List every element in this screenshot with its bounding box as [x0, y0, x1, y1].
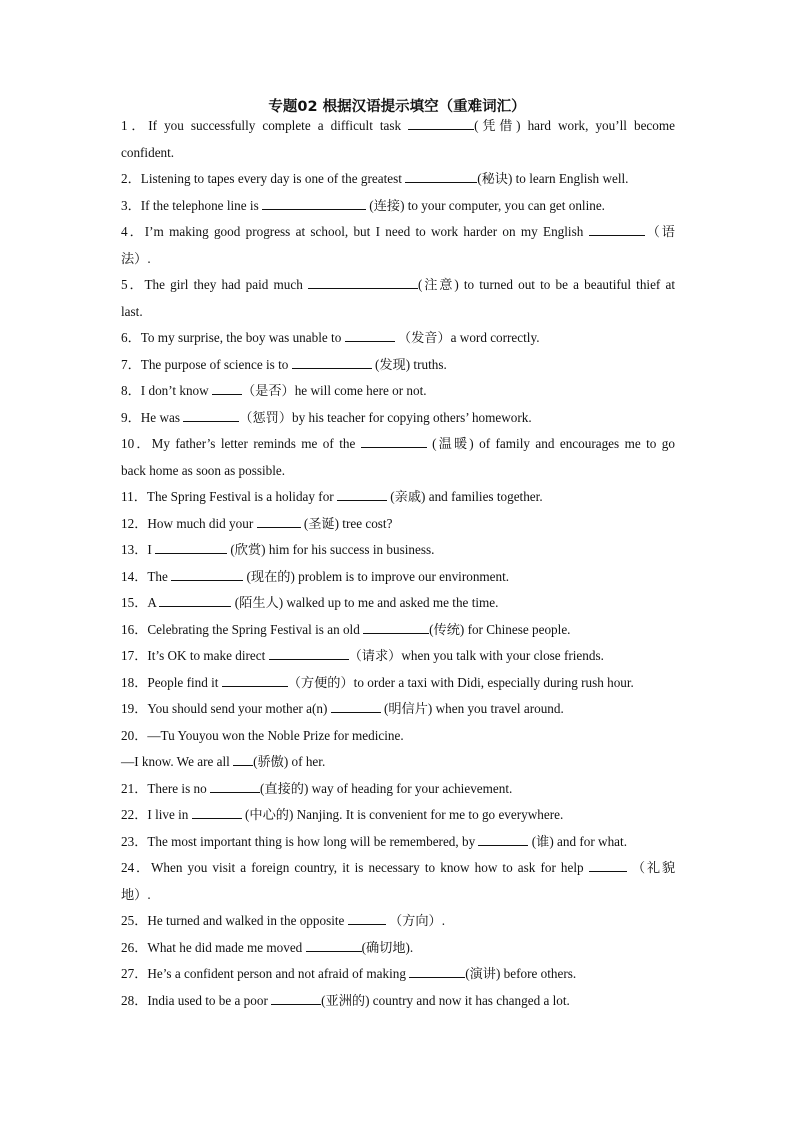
answer-blank[interactable] — [308, 274, 418, 289]
question-text: 4．I’m making good progress at school, but I need to work harder on my English — [121, 224, 589, 239]
question-1 — [121, 113, 675, 166]
question-text: 5．The girl they had paid much — [121, 277, 308, 292]
question-17 — [121, 643, 675, 670]
question-text: 2．Listening to tapes every day is one of the greatest — [121, 171, 406, 186]
question-13 — [121, 537, 675, 564]
answer-blank[interactable] — [331, 698, 381, 713]
question-text: （方便的）to order a taxi with Didi, especially during rush hour. — [287, 674, 634, 690]
question-text: （惩罚）by his teacher for copying others’ homework. — [239, 409, 532, 425]
question-text: 13．I — [121, 542, 156, 557]
question-text: 9．He was — [121, 409, 184, 425]
question-text: 25．He turned and walked in the opposite — [121, 913, 348, 928]
question-text: 7．The purpose of science is to — [121, 356, 292, 372]
question-24 — [121, 855, 675, 908]
answer-blank[interactable] — [257, 513, 301, 528]
question-text: (发现) truths. — [371, 356, 447, 372]
question-10 — [121, 431, 675, 484]
question-text: 26．What he did made me moved — [121, 939, 306, 955]
question-text: 17．It’s OK to make direct — [121, 648, 269, 663]
question-text: (亲戚) and families together. — [386, 489, 543, 504]
answer-blank[interactable] — [345, 327, 395, 342]
question-text: 23．The most important thing is how long will be remembered, by — [121, 833, 479, 849]
question-list — [121, 113, 675, 1014]
answer-blank[interactable] — [405, 168, 477, 183]
question-text: 11．The Spring Festival is a holiday for — [121, 489, 337, 504]
question-text: (演讲) before others. — [465, 966, 577, 981]
question-text: 21．There is no — [121, 780, 210, 796]
question-12 — [121, 511, 675, 538]
question-text: 3．If the telephone line is — [121, 197, 262, 213]
question-25 — [121, 908, 675, 935]
question-21 — [121, 776, 675, 803]
question-text: (欣赏) him for his success in business. — [227, 542, 435, 557]
question-text: 14．The — [121, 568, 172, 584]
question-16 — [121, 617, 675, 644]
answer-blank[interactable] — [233, 751, 253, 766]
question-text: (圣诞) tree cost? — [300, 515, 393, 531]
answer-blank[interactable] — [222, 672, 288, 687]
answer-blank[interactable] — [262, 195, 366, 210]
question-text: (陌生人) walked up to me and asked me the time. — [231, 595, 499, 610]
answer-blank[interactable] — [155, 539, 227, 554]
question-text: back home as soon as possible. — [121, 462, 286, 478]
answer-blank[interactable] — [306, 937, 362, 952]
question-18 — [121, 670, 675, 697]
question-2 — [121, 166, 675, 193]
page-title: 专题02 根据汉语提示填空（重难词汇） — [268, 99, 526, 115]
question-text: (亚洲的) country and now it has changed a lot. — [321, 992, 570, 1008]
question-11 — [121, 484, 675, 511]
question-text: 20．—Tu Youyou won the Noble Prize for medicine. — [121, 727, 404, 743]
question-text: 28．India used to be a poor — [121, 992, 272, 1008]
question-text: （发音）a word correctly. — [394, 330, 540, 345]
answer-blank[interactable] — [337, 486, 387, 501]
question-26 — [121, 935, 675, 962]
question-text: (确切地). — [361, 939, 414, 955]
answer-blank[interactable] — [478, 831, 528, 846]
question-20 — [121, 723, 675, 776]
question-text: 19．You should send your mother a(n) — [121, 701, 331, 716]
question-text: 12．How much did your — [121, 515, 257, 531]
question-14 — [121, 564, 675, 591]
answer-blank[interactable] — [348, 910, 386, 925]
question-28 — [121, 988, 675, 1015]
question-text: (谁) and for what. — [528, 833, 627, 849]
question-text: (骄傲) of her. — [253, 754, 326, 769]
question-text: （是否）he will come here or not. — [241, 383, 427, 398]
question-6 — [121, 325, 675, 352]
question-text: (现在的) problem is to improve our environment. — [243, 568, 510, 584]
question-text: confident. — [121, 144, 175, 160]
answer-blank[interactable] — [269, 645, 349, 660]
question-text: —I know. We are all — [121, 754, 234, 769]
question-text: 16．Celebrating the Spring Festival is an old — [121, 621, 364, 637]
question-text: （请求）when you talk with your close friends. — [348, 648, 604, 663]
question-19 — [121, 696, 675, 723]
question-text: 6．To my surprise, the boy was unable to — [121, 330, 345, 345]
question-8 — [121, 378, 675, 405]
question-text: 地）. — [121, 886, 151, 902]
question-text: (注意) to turned out to be a beautiful thief at — [417, 277, 675, 292]
question-text: (中心的) Nanjing. It is convenient for me to go everywhere. — [241, 807, 564, 822]
answer-blank[interactable] — [210, 778, 260, 793]
answer-blank[interactable] — [361, 433, 427, 448]
question-text: (直接的) way of heading for your achievement. — [260, 780, 513, 796]
answer-blank[interactable] — [159, 592, 231, 607]
question-22 — [121, 802, 675, 829]
question-text: 1．If you successfully complete a difficult task — [121, 118, 409, 133]
answer-blank[interactable] — [271, 990, 321, 1005]
answer-blank[interactable] — [589, 857, 627, 872]
answer-blank[interactable] — [292, 354, 372, 369]
answer-blank[interactable] — [409, 963, 465, 978]
question-text: (传统) for Chinese people. — [429, 621, 571, 637]
question-text: 15．A — [121, 595, 160, 610]
question-text: (温暖) of family and encourages me to go — [426, 436, 675, 451]
question-15 — [121, 590, 675, 617]
question-7 — [121, 352, 675, 379]
answer-blank[interactable] — [212, 380, 242, 395]
question-text: (明信片) when you travel around. — [380, 701, 564, 716]
question-text: （方向）. — [385, 913, 446, 928]
question-text: （礼貌 — [626, 860, 676, 875]
question-text: 法）. — [121, 250, 151, 266]
answer-blank[interactable] — [183, 407, 239, 422]
answer-blank[interactable] — [363, 619, 429, 634]
answer-blank[interactable] — [408, 115, 474, 130]
question-text: (凭借) hard work, you’ll become — [474, 118, 675, 133]
question-text: (连接) to your computer, you can get online. — [366, 197, 605, 213]
question-27 — [121, 961, 675, 988]
question-9 — [121, 405, 675, 432]
question-text: 27．He’s a confident person and not afraid of making — [121, 966, 410, 981]
question-text: 24．When you visit a foreign country, it is necessary to know how to ask for help — [121, 860, 589, 875]
question-text: （语 — [644, 224, 675, 239]
answer-blank[interactable] — [589, 221, 645, 236]
question-text: 18．People find it — [121, 674, 222, 690]
question-text: 22．I live in — [121, 807, 192, 822]
question-5 — [121, 272, 675, 325]
answer-blank[interactable] — [171, 566, 243, 581]
question-3 — [121, 193, 675, 220]
question-text: 8．I don’t know — [121, 383, 212, 398]
question-text: 10．My father’s letter reminds me of the — [121, 436, 361, 451]
answer-blank[interactable] — [192, 804, 242, 819]
question-23 — [121, 829, 675, 856]
question-4 — [121, 219, 675, 272]
question-text: (秘诀) to learn English well. — [477, 171, 629, 186]
question-text: last. — [121, 303, 143, 319]
